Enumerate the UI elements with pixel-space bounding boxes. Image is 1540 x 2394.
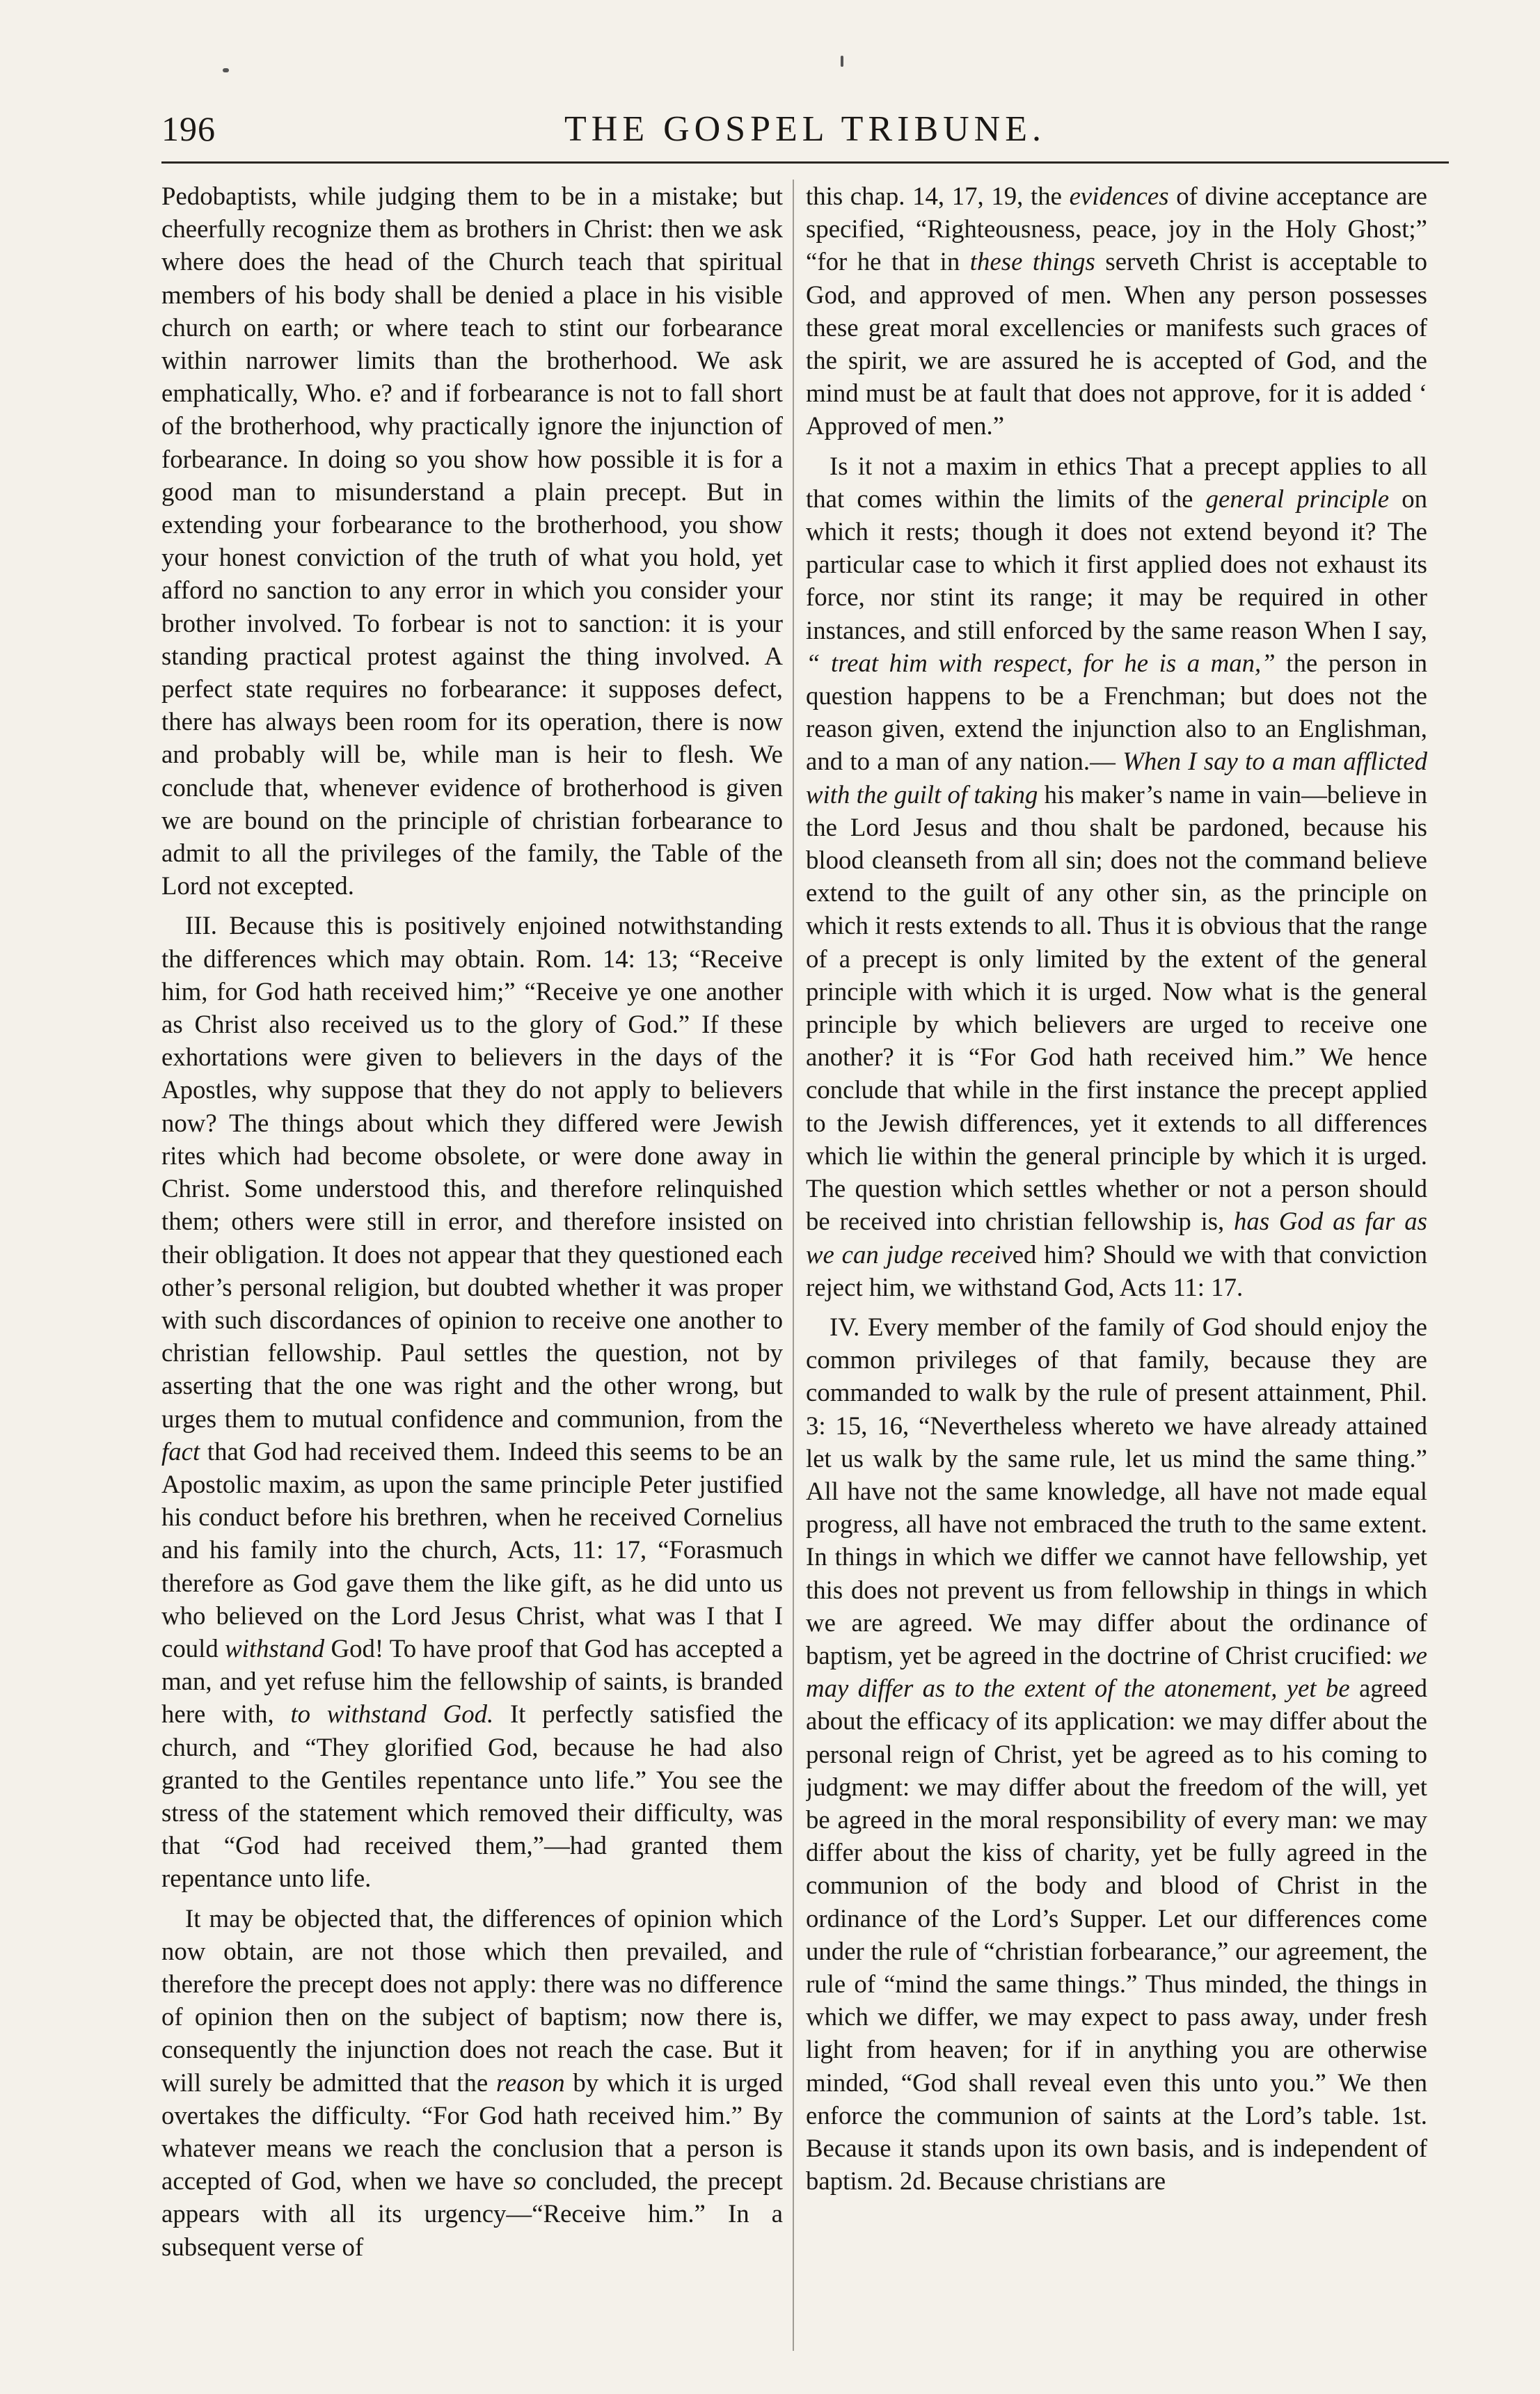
running-title: THE GOSPEL TRIBUNE. bbox=[564, 109, 1046, 149]
paragraph: Pedobaptists, while judging them to be in a mistake; but cheerfully recognize them as brothers in Christ: then we ask where does the head of the Church teach that spiritual members of his body shall be denied a place in his visible church on earth; or where teach to stint our forbearance within narrower limits than the brotherhood. We ask emphatically, Who. e? and if forbearance is not to fall short of the brotherhood, why practically ignore the injunction of forbearance. In doing so you show how possible it is for a good man to misunderstand a plain precept. But in extending your forbearance to the brotherhood, you show your honest conviction of the truth of what you hold, yet afford no sanction to any error in which you consider your brother involved. To forbear is not to sanction: it is your standing practical protest against the thing involved. A perfect state requires no forbearance: it supposes defect, there has always been room for its operation, there is now and probably will be, while man is heir to flesh. We conclude that, whenever evidence of brotherhood is given we are bound on the principle of christian forbearance to admit to all the privileges of the family, the Table of the Lord not excepted. bbox=[161, 182, 783, 901]
paragraph: Is it not a maxim in ethics That a precept applies to all that comes within the limits of the general principle on which it rests; though it does not extend beyond it? The particular case to which it first applied does not exhaust its force, nor stint its range; it may be required in other instances, and still enforced by the same reason When I say, “ treat him with respect, for he is a man,” the person in question happens to be a Frenchman; but does not the reason given, extend the injunction also to an Englishman, and to a man of any nation.— When I say to a man afflicted with the guilt of taking his maker’s name in vain—believe in the Lord Jesus and thou shalt be pardoned, because his blood cleanseth from all sin; does not the command believe extend to the guilt of any other sin, as the principle on which it rests extends to all. Thus it is obvious that the range of a precept is only limited by the extent of the general principle with which it is urged. Now what is the general principle by which believers are urged to receive one another? it is “For God hath received him.” We hence conclude that while in the first instance the precept applied to the Jewish differences, yet it extends to all differences which lie within the general principle by which it is urged. The question which settles whether or not a person should be received into christian fellowship is, has God as far as we can judge received him? Should we with that conviction reject him, we withstand God, Acts 11: 17. bbox=[806, 451, 1427, 1301]
header-rule bbox=[161, 161, 1449, 164]
page-number: 196 bbox=[161, 109, 216, 148]
paragraph: IV. Every member of the family of God should enjoy the common privileges of that family, because they are commanded to walk by the rule of present attainment, Phil. 3: 15, 16, “Nevertheless whereto we have already attained let us walk by the same rule, let us mind the same thing.” All have not the same knowledge, all have not made equal progress, all have not embraced the truth to the same extent. In things in which we differ we cannot have fellowship, yet this does not prevent us from fellowship in things in which we are agreed. We may differ about the ordinance of baptism, yet be agreed in the doctrine of Christ crucified: we may differ as to the extent of the atonement, yet be agreed about the efficacy of its application: we may differ about the personal reign of Christ, yet be agreed as to his coming to judgment: we may differ about the freedom of the will, yet be agreed in the moral responsibility of every man: we may differ about the kiss of charity, yet be fully agreed in the communion of the body and blood of Christ in the ordinance of the Lord’s Supper. Let our differences come under the rule of “christian forbearance,” our agreement, the rule of “mind the same things.” Thus minded, the things in which we differ, we may expect to pass away, under fresh light from heaven; for if in anything you are otherwise minded, “God shall reveal even this unto you.” We then enforce the communion of saints at the Lord’s table. 1st. Because it stands upon its own basis, and is independent of baptism. 2d. Because christians are bbox=[806, 1312, 1427, 2196]
paragraph: III. Because this is positively enjoined notwithstanding the differences which may obtain. Rom. 14: 13; “Receive him, for God hath received him;” “Receive ye one another as Christ also received us to the glory of God.” If these exhortations were given to believers in the days of the Apostles, why suppose that they do not apply to believers now? The things about which they differed were Jewish rites which had become obsolete, or were done away in Christ. Some understood this, and therefore relinquished them; others were still in error, and therefore insisted on their obligation. It does not appear that they questioned each other’s personal religion, but doubted whether it was proper with such discordances of opinion to receive one another to christian fellowship. Paul settles the question, not by asserting that the one was right and the other wrong, but urges them to mutual confidence and communion, from the fact that God had received them. Indeed this seems to be an Apostolic maxim, as upon the same principle Peter justified his conduct before his brethren, when he received Cornelius and his family into the church, Acts, 11: 17, “Forasmuch therefore as God gave them the like gift, as he did unto us who believed on the Lord Jesus Christ, what was I that I could withstand God! To have proof that God has accepted a man, and yet refuse him the fellowship of saints, is branded here with, to withstand God. It perfectly satisfied the church, and “They glorified God, because he had also granted to the Gentiles repentance unto life.” You see the stress of the statement which removed their difficulty, was that “God had received them,”—had granted them repentance unto life. bbox=[161, 911, 783, 1893]
running-header bbox=[161, 109, 1449, 157]
ink-speck bbox=[841, 56, 843, 67]
column-divider bbox=[793, 180, 794, 2351]
left-column bbox=[161, 180, 783, 2351]
paragraph: It may be objected that, the differences of opinion which now obtain, are not those which then prevailed, and therefore the precept does not apply: there was no difference of opinion then on the subject of baptism; now there is, consequently the injunction does not reach the case. But it will surely be admitted that the reason by which it is urged overtakes the difficulty. “For God hath received him.” By whatever means we reach the conclusion that a person is accepted of God, when we have so concluded, the precept appears with all its urgency—“Receive him.” In a subsequent verse of bbox=[161, 1903, 783, 2261]
ink-speck bbox=[223, 68, 229, 72]
paragraph: this chap. 14, 17, 19, the evidences of divine acceptance are specified, “Righteousness, peace, joy in the Holy Ghost;” “for he that in these things serveth Christ is acceptable to God, and approved of men. When any person possesses these great moral excellencies or manifests such graces of the spirit, we are assured he is accepted of God, and the mind must be at fault that does not approve, for it is added ‘ Approved of men.” bbox=[806, 182, 1427, 441]
right-column bbox=[806, 180, 1427, 2351]
